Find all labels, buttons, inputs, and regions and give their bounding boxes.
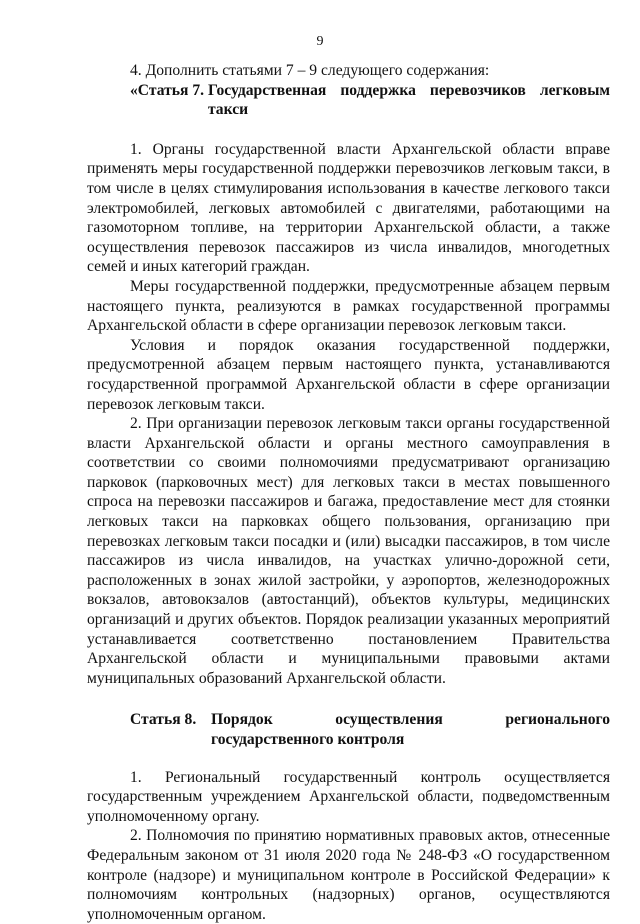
page-number: 9 bbox=[316, 34, 324, 49]
intro-line: 4. Дополнить статьями 7 – 9 следующего содержания: bbox=[130, 62, 490, 79]
article-7-title: Государственная поддержка перевозчиков легковым такси bbox=[207, 81, 610, 119]
article-7-heading bbox=[87, 81, 610, 120]
article-7-paragraph: Условия и порядок оказания государственной поддержки, предусмотренной абзацем первым настоящего пункта, устанавливаются государственной программой Архангельской области в сфере организации перевозок легковым такси. bbox=[87, 336, 610, 413]
article-8-paragraph: 1. Региональный государственный контроль осуществляется государственным учреждением Архангельской области, подведомственным уполномоченному органу. bbox=[87, 768, 610, 825]
document-body bbox=[87, 61, 610, 924]
article-8-title: Порядок осуществления регионального государственного контроля bbox=[211, 711, 610, 748]
article-7-number: «Статья 7. bbox=[130, 81, 205, 99]
article-8-paragraph: 2. Полномочия по принятию нормативных правовых актов, отнесенные Федеральным законом от 31 июля 2020 года № 248-ФЗ «О государственном контроле (надзоре) и муниципальном контроле в Российской Федерации» к полномочиям контрольных (надзорных) органов, осуществляются уполномоченным органом. bbox=[87, 827, 610, 923]
article-7-paragraph: 2. При организации перевозок легковым такси органы государственной власти Архангельской области и органы местного самоуправления в соответствии со своими полномочиями предусматривают организацию парковок (парковочных мест) для легковых такси в местах повышенного спроса на перевозки пассажиров и багажа, предоставление мест для стоянки легковых такси на парковках общего пользования, организацию при перевозках легковым такси посадки и (или) высадки пассажиров, в том числе пассажиров из числа инвалидов, на участках улично-дорожной сети, расположенных в зонах жилой застройки, у аэропортов, железнодорожных вокзалов, автовокзалов (автостанций), объектов культуры, медицинских организаций и других объектов. Порядок реализации указанных мероприятий устанавливается соответственно постановлением Правительства Архангельской области и муниципальными правовыми актами муниципальных образований Архангельской области. bbox=[87, 415, 610, 687]
article-8-heading bbox=[87, 710, 610, 749]
article-8-number: Статья 8. bbox=[130, 711, 197, 729]
article-7-paragraph: 1. Органы государственной власти Архангельской области вправе применять меры государственной поддержки перевозчиков легковым такси, в том числе в целях стимулирования использования в качестве легкового такси электромобилей, легковых автомобилей с двигателями, работающими на газомоторном топливе, на территории Архангельской области, а также осуществления перевозок пассажиров из числа инвалидов, многодетных семей и иных категорий граждан. bbox=[87, 140, 610, 276]
article-7-paragraph: Меры государственной поддержки, предусмотренные абзацем первым настоящего пункта, реализуются в рамках государственной программы Архангельской области в сфере организации перевозок легковым такси. bbox=[87, 277, 610, 335]
